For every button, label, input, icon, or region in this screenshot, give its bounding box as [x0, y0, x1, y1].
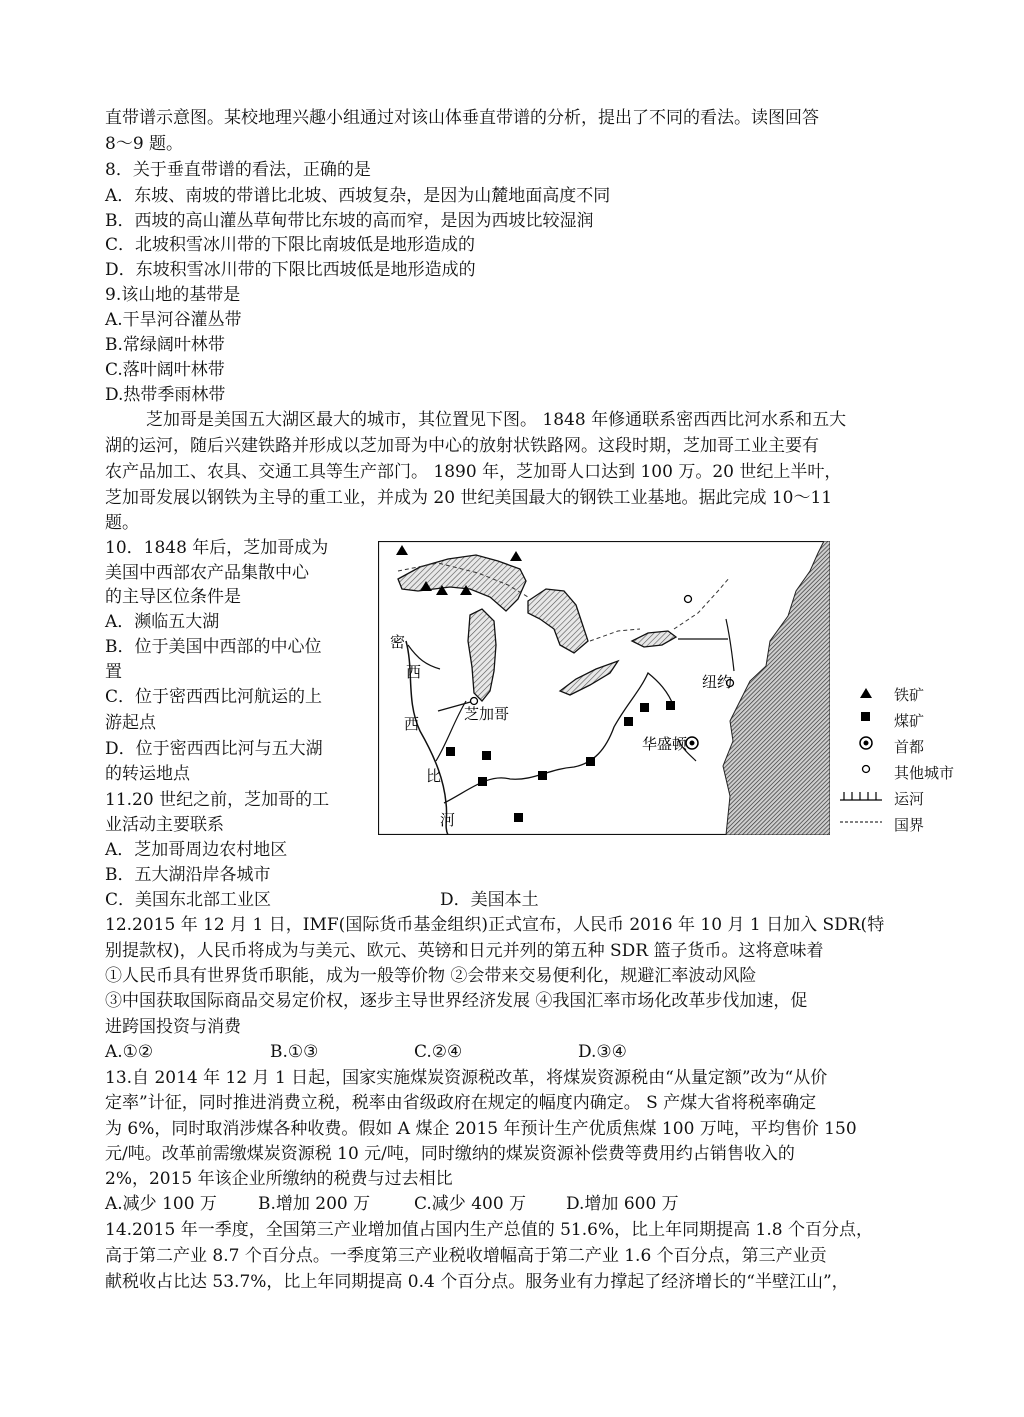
q10-option-c-1: C．位于密西西比河航运的上	[105, 687, 323, 707]
q10-option-b-1: B．位于美国中西部的中心位	[105, 637, 322, 657]
intro-line-1: 直带谱示意图。某校地理兴趣小组通过对该山体垂直带谱的分析，提出了不同的看法。读图回答	[105, 108, 819, 128]
q11-line-2: 业活动主要联系	[105, 815, 224, 835]
legend-canal-icon	[840, 792, 882, 800]
map-label-mi-2: 西	[406, 663, 422, 681]
q12-option-c: C.②④	[414, 1042, 463, 1062]
legend-capital-label: 首都	[894, 738, 925, 756]
q13-line-1: 13.自 2014 年 12 月 1 日起，国家实施煤炭资源税改革，将煤炭资源税由“从量定额”改为“从价	[105, 1068, 828, 1088]
legend-coal-label: 煤矿	[894, 712, 925, 730]
legend-coal-icon	[861, 712, 870, 721]
q8-option-a: A．东坡、南坡的带谱比北坡、西坡复杂，是因为山麓地面高度不同	[105, 186, 611, 206]
q8-option-b: B．西坡的高山灌丛草甸带比东坡的高而窄，是因为西坡比较湿润	[105, 211, 594, 231]
q10-line-1: 10．1848 年后，芝加哥成为	[105, 538, 329, 558]
legend-canal-label: 运河	[894, 790, 925, 808]
q12-option-a: A.①②	[105, 1042, 154, 1062]
q12-line-2: 别提款权)，人民币将成为与美元、欧元、英镑和日元并列的第五种 SDR 篮子货币。这将意味着	[105, 941, 824, 961]
q13-line-2: 定率”计征，同时推进消费立税，税率由省级政府在规定的幅度内确定。 S 产煤大省将税率确定	[105, 1093, 817, 1113]
q10-option-d-2: 的转运地点	[105, 764, 190, 784]
intro-line-2: 8～9 题。	[105, 134, 184, 154]
q10-option-a: A．濒临五大湖	[105, 612, 220, 632]
map-label-mi-5: 河	[440, 811, 456, 829]
q12-line-5: 进跨国投资与消费	[105, 1017, 241, 1037]
chicago-dot	[471, 698, 478, 705]
washington-capital	[686, 737, 698, 749]
q8-stem: 8．关于垂直带谱的看法，正确的是	[105, 160, 371, 180]
q9-stem: 9.该山地的基带是	[105, 285, 241, 305]
q12-option-b: B.①③	[270, 1042, 319, 1062]
legend-capital-icon	[860, 737, 872, 749]
passage-line-1: 芝加哥是美国五大湖区最大的城市，其位置见下图。 1848 年修通联系密西西比河水系和五大	[146, 410, 847, 430]
legend-iron-label: 铁矿	[894, 686, 925, 704]
q9-option-c: C.落叶阔叶林带	[105, 360, 225, 380]
q11-option-b: B．五大湖沿岸各城市	[105, 865, 271, 885]
q14-line-3: 献税收占比达 53.7%，比上年同期提高 0.4 个百分点。服务业有力撑起了经济增长的“半壁江山”，	[105, 1272, 849, 1292]
q12-line-3: ①人民币具有世界货币职能，成为一般等价物 ②会带来交易便利化，规避汇率波动风险	[105, 966, 757, 986]
q13-option-b: B.增加 200 万	[258, 1194, 371, 1214]
legend-border-label: 国界	[894, 816, 925, 834]
q9-option-a: A.干旱河谷灌丛带	[105, 310, 242, 330]
q10-line-3: 的主导区位条件是	[105, 587, 241, 607]
q14-line-2: 高于第二产业 8.7 个百分点。一季度第三产业税收增幅高于第二产业 1.6 个百分点，第三产业贡	[105, 1246, 827, 1266]
map-label-mi-4: 比	[426, 767, 442, 785]
q9-option-d: D.热带季雨林带	[105, 385, 226, 405]
q10-option-b-2: 置	[105, 662, 122, 682]
q11-option-d: D．美国本土	[440, 890, 539, 910]
legend-lines	[838, 786, 884, 828]
q10-option-d-1: D．位于密西西比河与五大湖	[105, 739, 323, 759]
q13-option-c: C.减少 400 万	[414, 1194, 527, 1214]
q13-line-3: 为 6%，同时取消涉煤各种收费。假如 A 煤企 2015 年预计生产优质焦煤 100 万吨，平均售价 150	[105, 1119, 857, 1139]
q11-option-a: A．芝加哥周边农村地区	[105, 840, 288, 860]
passage-line-4: 芝加哥发展以钢铁为主导的重工业，并成为 20 世纪美国最大的钢铁工业基地。据此完成 10～11	[105, 488, 833, 508]
passage-line-2: 湖的运河，随后兴建铁路并形成以芝加哥为中心的放射状铁路网。这段时期，芝加哥工业主要有	[105, 436, 819, 456]
map-label-newyork: 纽约	[702, 673, 733, 691]
map-label-washington: 华盛顿	[642, 735, 688, 753]
great-lakes-map	[378, 541, 830, 835]
legend-city-icon	[863, 766, 870, 773]
q8-option-d: D．东坡积雪冰川带的下限比西坡低是地形造成的	[105, 260, 476, 280]
q12-option-d: D.③④	[578, 1042, 627, 1062]
q13-line-5: 2%，2015 年该企业所缴纳的税费与过去相比	[105, 1169, 453, 1189]
passage-line-3: 农产品加工、农具、交通工具等生产部门。 1890 年，芝加哥人口达到 100 万。20 世纪上半叶，	[105, 462, 842, 482]
q12-line-1: 12.2015 年 12 月 1 日，IMF(国际货币基金组织)正式宣布，人民币 2016 年 10 月 1 日加入 SDR(特	[105, 915, 885, 935]
q8-option-c: C．北坡积雪冰川带的下限比南坡低是地形造成的	[105, 235, 476, 255]
q11-option-c: C．美国东北部工业区	[105, 890, 272, 910]
q12-line-4: ③中国获取国际商品交易定价权，逐步主导世界经济发展 ④我国汇率市场化改革步伐加速，促	[105, 991, 808, 1011]
q11-line-1: 11.20 世纪之前，芝加哥的工	[105, 790, 330, 810]
map-label-mi-3: 西	[404, 715, 420, 733]
legend-iron-icon	[860, 688, 872, 698]
q10-line-2: 美国中西部农产品集散中心	[105, 563, 309, 583]
other-city-dot	[685, 596, 692, 603]
q13-option-d: D.增加 600 万	[566, 1194, 679, 1214]
q14-line-1: 14.2015 年一季度，全国第三产业增加值占国内生产总值的 51.6%，比上年同期提高 1.8 个百分点，	[105, 1220, 873, 1240]
map-label-chicago: 芝加哥	[464, 705, 510, 723]
q9-option-b: B.常绿阔叶林带	[105, 335, 225, 355]
q10-option-c-2: 游起点	[105, 713, 156, 733]
passage-line-5: 题。	[105, 513, 139, 533]
map-label-mi-1: 密	[390, 633, 406, 651]
legend-city-label: 其他城市	[894, 764, 955, 782]
q13-line-4: 元/吨。改革前需缴煤炭资源税 10 元/吨，同时缴纳的煤炭资源补偿费等费用约占销售收入的	[105, 1144, 795, 1164]
q13-option-a: A.减少 100 万	[105, 1194, 217, 1214]
